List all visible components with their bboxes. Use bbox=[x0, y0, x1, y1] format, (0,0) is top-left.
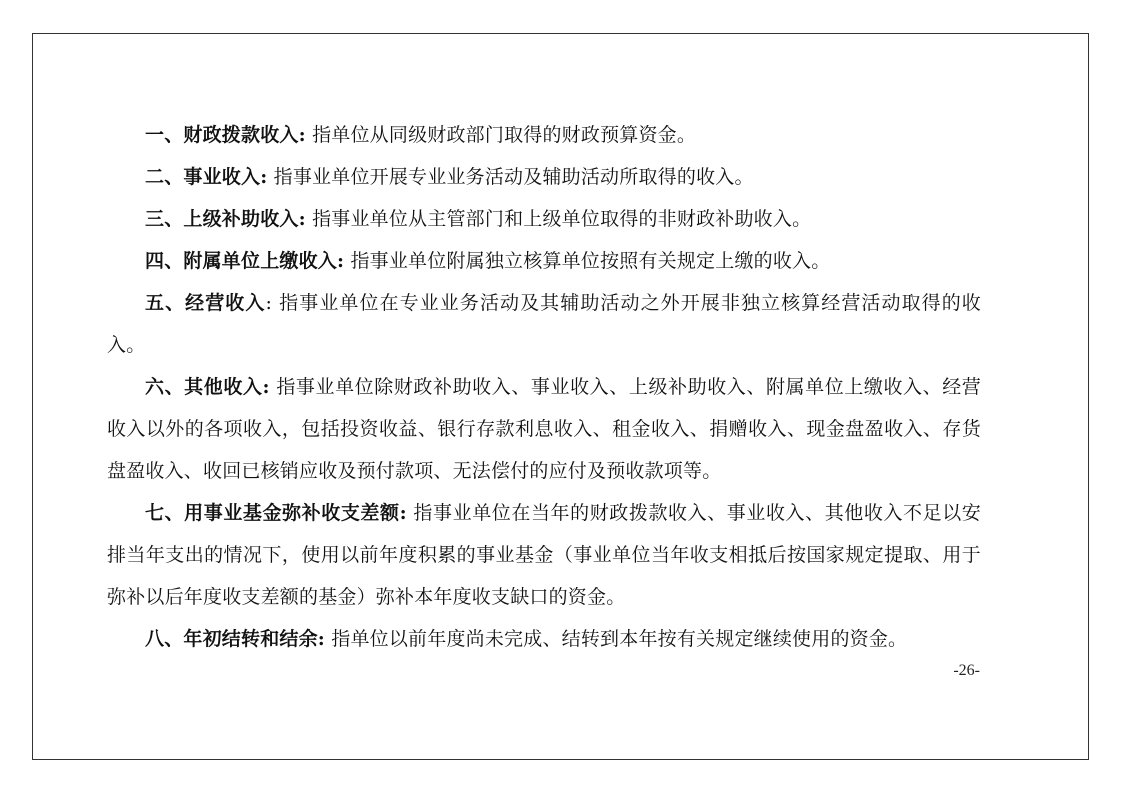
document-body bbox=[107, 114, 981, 660]
definition-paragraph-3 bbox=[107, 198, 981, 240]
definition-term: 二、事业收入: bbox=[145, 166, 268, 188]
definition-paragraph-4 bbox=[107, 240, 981, 282]
definition-text: 指事业单位从主管部门和上级单位取得的非财政补助收入。 bbox=[305, 208, 812, 230]
definition-paragraph-1 bbox=[107, 114, 981, 156]
definition-paragraph-2 bbox=[107, 156, 981, 198]
definition-term: 四、附属单位上缴收入: bbox=[145, 250, 345, 272]
definition-term: 五、经营收入 bbox=[145, 292, 266, 314]
definition-text: 指事业单位在当年的财政拨款收入、事业收入、其他收入不足以安排当年支出的情况下，使用以前年度积累的事业基金（事业单位当年收支相抵后按国家规定提取、用于弥补以后年度收支差额的基金）弥补本年度收支缺口的资金。 bbox=[107, 502, 981, 608]
definition-paragraph-6 bbox=[107, 366, 981, 492]
definition-term: 八、年初结转和结余: bbox=[145, 628, 326, 650]
definition-text: 指单位以前年度尚未完成、结转到本年按有关规定继续使用的资金。 bbox=[325, 628, 908, 650]
definition-text: 指事业单位除财政补助收入、事业收入、上级补助收入、附属单位上缴收入、经营收入以外的各项收入，包括投资收益、银行存款利息收入、租金收入、捐赠收入、现金盘盈收入、存货盘盈收入、收回已核销应收及预付款项、无法偿付的应付及预收款项等。 bbox=[107, 376, 981, 482]
page-number: -26- bbox=[953, 662, 980, 679]
definition-text: : 指事业单位在专业业务活动及其辅助活动之外开展非独立核算经营活动取得的收入。 bbox=[107, 292, 982, 356]
definition-term: 七、用事业基金弥补收支差额: bbox=[145, 502, 407, 524]
definition-text: 指事业单位开展专业业务活动及辅助活动所取得的收入。 bbox=[267, 166, 754, 188]
definition-term: 六、其他收入: bbox=[145, 376, 270, 398]
definition-term: 三、上级补助收入: bbox=[145, 208, 306, 230]
definition-paragraph-8 bbox=[107, 618, 981, 660]
definition-text: 指单位从同级财政部门取得的财政预算资金。 bbox=[305, 124, 697, 146]
definition-paragraph-7 bbox=[107, 492, 981, 618]
definition-term: 一、财政拨款收入: bbox=[145, 124, 306, 146]
definition-paragraph-5 bbox=[107, 282, 981, 366]
definition-text: 指事业单位附属独立核算单位按照有关规定上缴的收入。 bbox=[344, 250, 831, 272]
